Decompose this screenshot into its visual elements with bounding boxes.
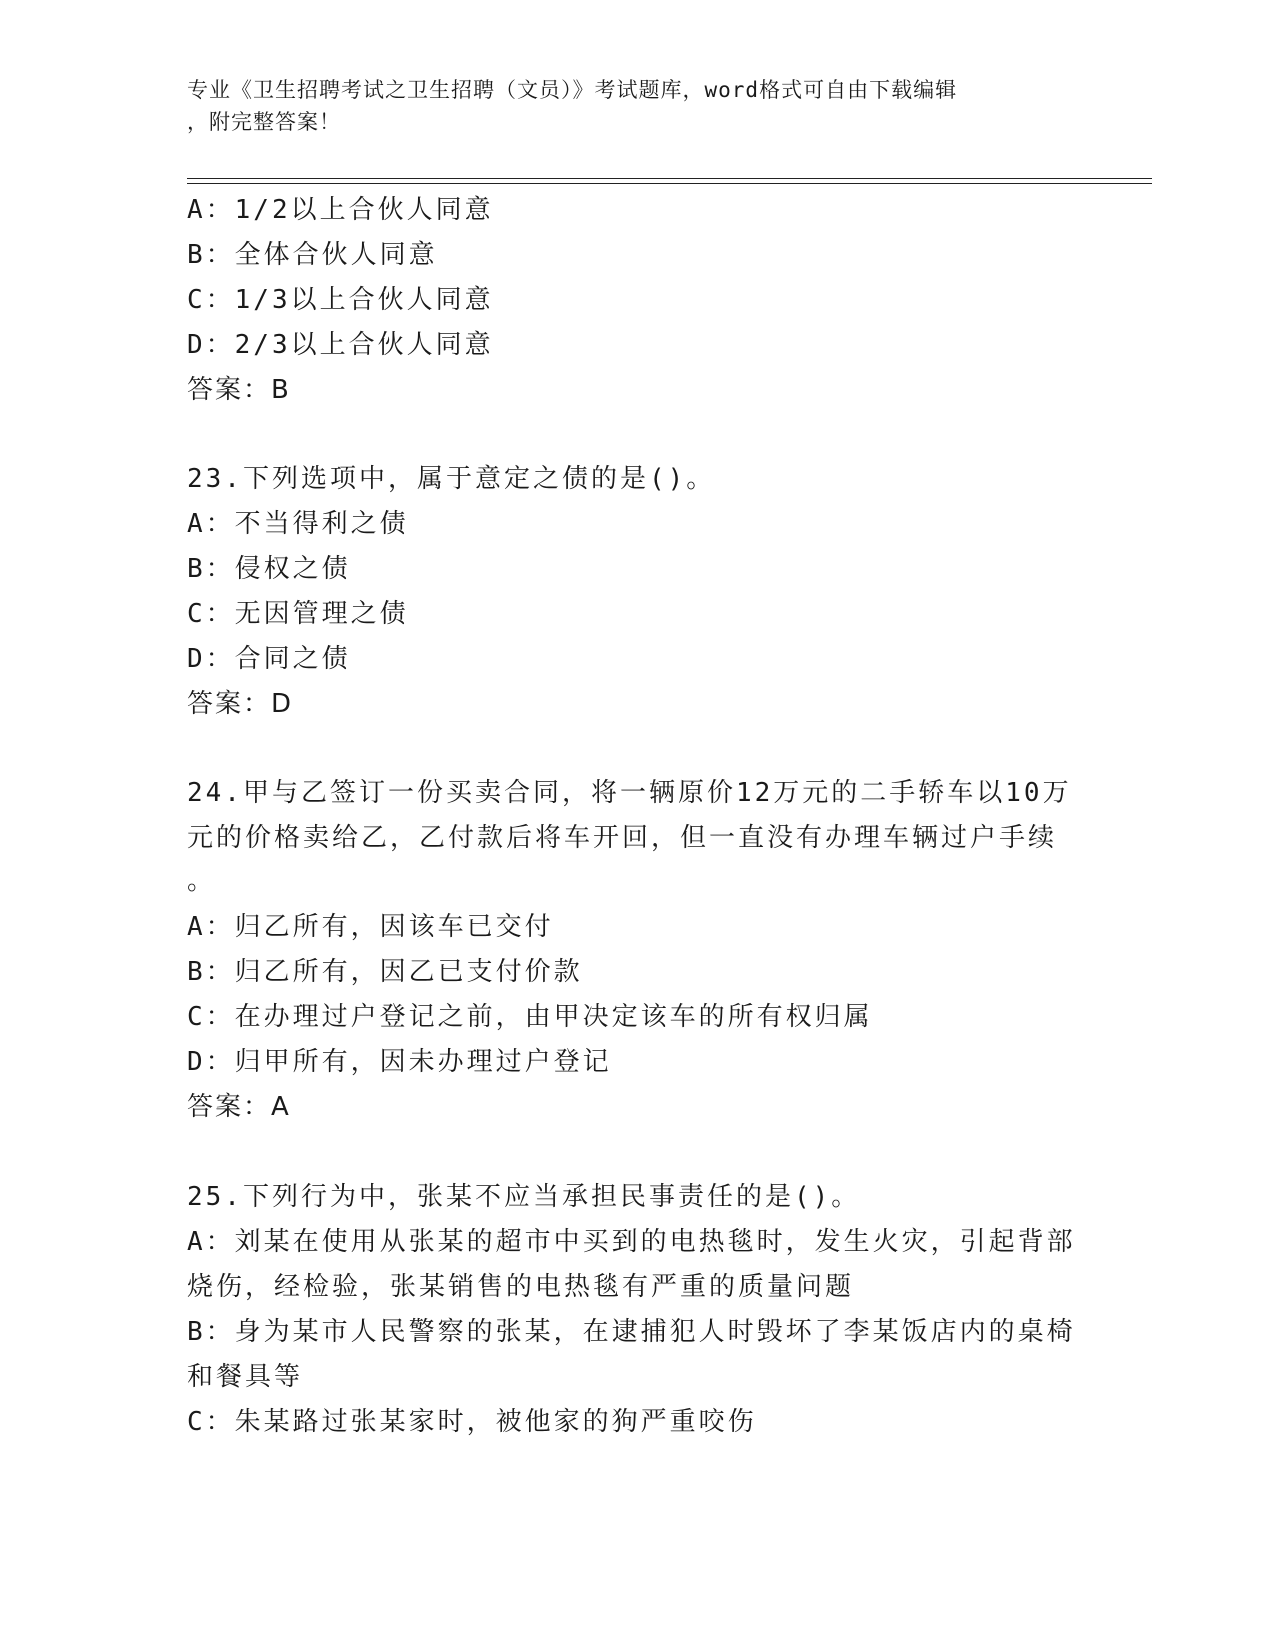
option-line: D：2/3以上合伙人同意 xyxy=(187,330,494,360)
answer-line: 答案：D xyxy=(187,689,294,719)
header-rule-bottom xyxy=(187,183,1152,184)
header-line-2: ，附完整答案！ xyxy=(187,110,341,134)
option-line: A：刘某在使用从张某的超市中买到的电热毯时，发生火灾，引起背部 xyxy=(187,1227,1076,1257)
header-rule-top xyxy=(187,178,1152,179)
option-line: C：朱某路过张某家时，被他家的狗严重咬伤 xyxy=(187,1407,757,1437)
question-line: 。 xyxy=(187,866,217,896)
option-line: D：归甲所有，因未办理过户登记 xyxy=(187,1047,612,1077)
option-line: A：1/2以上合伙人同意 xyxy=(187,195,494,225)
option-line: B：身为某市人民警察的张某，在逮捕犯人时毁坏了李某饭店内的桌椅 xyxy=(187,1317,1076,1347)
option-line: C：无因管理之债 xyxy=(187,599,409,629)
option-line: B：侵权之债 xyxy=(187,554,351,584)
document-header xyxy=(187,74,1067,138)
answer-line: 答案：A xyxy=(187,1092,291,1122)
option-line: A：不当得利之债 xyxy=(187,509,409,539)
option-line: B：全体合伙人同意 xyxy=(187,240,438,270)
question-line: 23.下列选项中，属于意定之债的是()。 xyxy=(187,464,716,494)
option-line: C：1/3以上合伙人同意 xyxy=(187,285,494,315)
option-line: A：归乙所有，因该车已交付 xyxy=(187,912,554,942)
question-line: 25.下列行为中，张某不应当承担民事责任的是()。 xyxy=(187,1182,861,1212)
option-line: C：在办理过户登记之前，由甲决定该车的所有权归属 xyxy=(187,1002,873,1032)
header-line-1: 专业《卫生招聘考试之卫生招聘（文员）》考试题库，word格式可自由下载编辑 xyxy=(187,78,958,102)
answer-line: 答案：B xyxy=(187,375,291,405)
option-line: B：归乙所有，因乙已支付价款 xyxy=(187,957,583,987)
option-line: D：合同之债 xyxy=(187,644,351,674)
question-line: 24.甲与乙签订一份买卖合同，将一辆原价12万元的二手轿车以10万 xyxy=(187,778,1072,808)
option-line: 烧伤，经检验，张某销售的电热毯有严重的质量问题 xyxy=(187,1272,855,1302)
question-line: 元的价格卖给乙，乙付款后将车开回，但一直没有办理车辆过户手续 xyxy=(187,823,1058,853)
option-line: 和餐具等 xyxy=(187,1362,304,1392)
